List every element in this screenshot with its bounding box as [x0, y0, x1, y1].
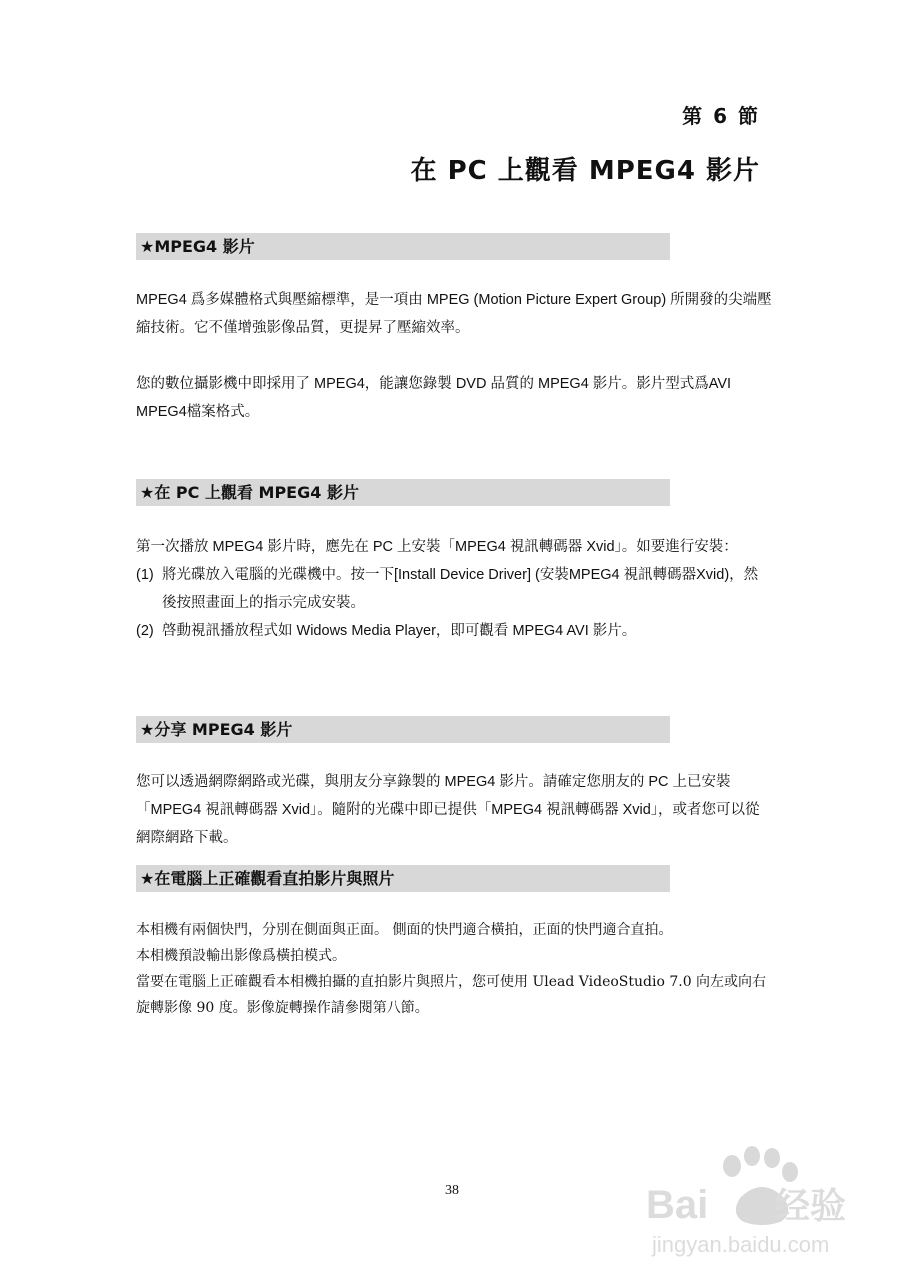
section-heading-share: ★分享 MPEG4 影片: [136, 716, 670, 743]
svg-text:Bai: Bai: [646, 1183, 709, 1227]
svg-text:jingyan.baidu.com: jingyan.baidu.com: [652, 1232, 830, 1257]
list-item: [136, 617, 772, 645]
list-item: [136, 561, 772, 617]
section-heading-view-on-pc: ★在 PC 上觀看 MPEG4 影片: [136, 479, 670, 506]
paragraph: 當要在電腦上正確觀看本相機拍攝的直拍影片與照片，您可使用 Ulead VideoStudio 7.0 向左或向右旋轉影像 90 度。影像旋轉操作請參閱第八節。: [136, 974, 767, 1016]
section-body-view-on-pc: [136, 533, 772, 645]
section-body-portrait: [136, 917, 772, 1021]
baidu-paw-icon: [640, 1140, 870, 1270]
paragraph: MPEG4 爲多媒體格式與壓縮標準，是一項由 MPEG (Motion Picture Expert Group) 所開發的尖端壓縮技術。它不僅增強影像品質，更提昇了壓縮效率。: [136, 292, 772, 336]
item-number: (2): [136, 623, 154, 639]
chapter-label: 第 6 節: [682, 104, 760, 128]
paragraph: 您可以透過網際網路或光碟，與朋友分享錄製的 MPEG4 影片。請確定您朋友的 PC 上已安裝「MPEG4 視訊轉碼器 Xvid」。隨附的光碟中即已提供「MPEG4 視訊轉碼器 Xvid」，或者您可以從網際網路下載。: [136, 774, 760, 846]
page-number: 38: [445, 1183, 459, 1198]
svg-text:经验: 经验: [774, 1185, 847, 1226]
item-number: (1): [136, 567, 154, 583]
paragraph: 您的數位攝影機中即採用了 MPEG4，能讓您錄製 DVD 品質的 MPEG4 影片。影片型式爲AVI MPEG4檔案格式。: [136, 376, 732, 420]
item-text: 將光碟放入電腦的光碟機中。按一下[Install Device Driver] (安裝MPEG4 視訊轉碼器Xvid)，然後按照畫面上的指示完成安裝。: [162, 567, 759, 611]
baidu-watermark-logo: [640, 1140, 870, 1270]
paragraph: 本相機有兩個快門，分別在側面與正面。 側面的快門適合橫拍，正面的快門適合直拍。: [136, 922, 673, 938]
page-title: 在 PC 上觀看 MPEG4 影片: [410, 156, 760, 186]
paragraph: 第一次播放 MPEG4 影片時，應先在 PC 上安裝「MPEG4 視訊轉碼器 Xvid」。如要進行安裝：: [136, 539, 738, 555]
section-body-share: [136, 768, 772, 852]
section-heading-mpeg4: ★MPEG4 影片: [136, 233, 670, 260]
section-heading-portrait: ★在電腦上正確觀看直拍影片與照片: [136, 865, 670, 892]
paragraph: 本相機預設輸出影像爲橫拍模式。: [136, 948, 346, 964]
section-body-mpeg4: [136, 286, 772, 426]
item-text: 啓動視訊播放程式如 Widows Media Player，即可觀看 MPEG4 AVI 影片。: [162, 623, 637, 639]
